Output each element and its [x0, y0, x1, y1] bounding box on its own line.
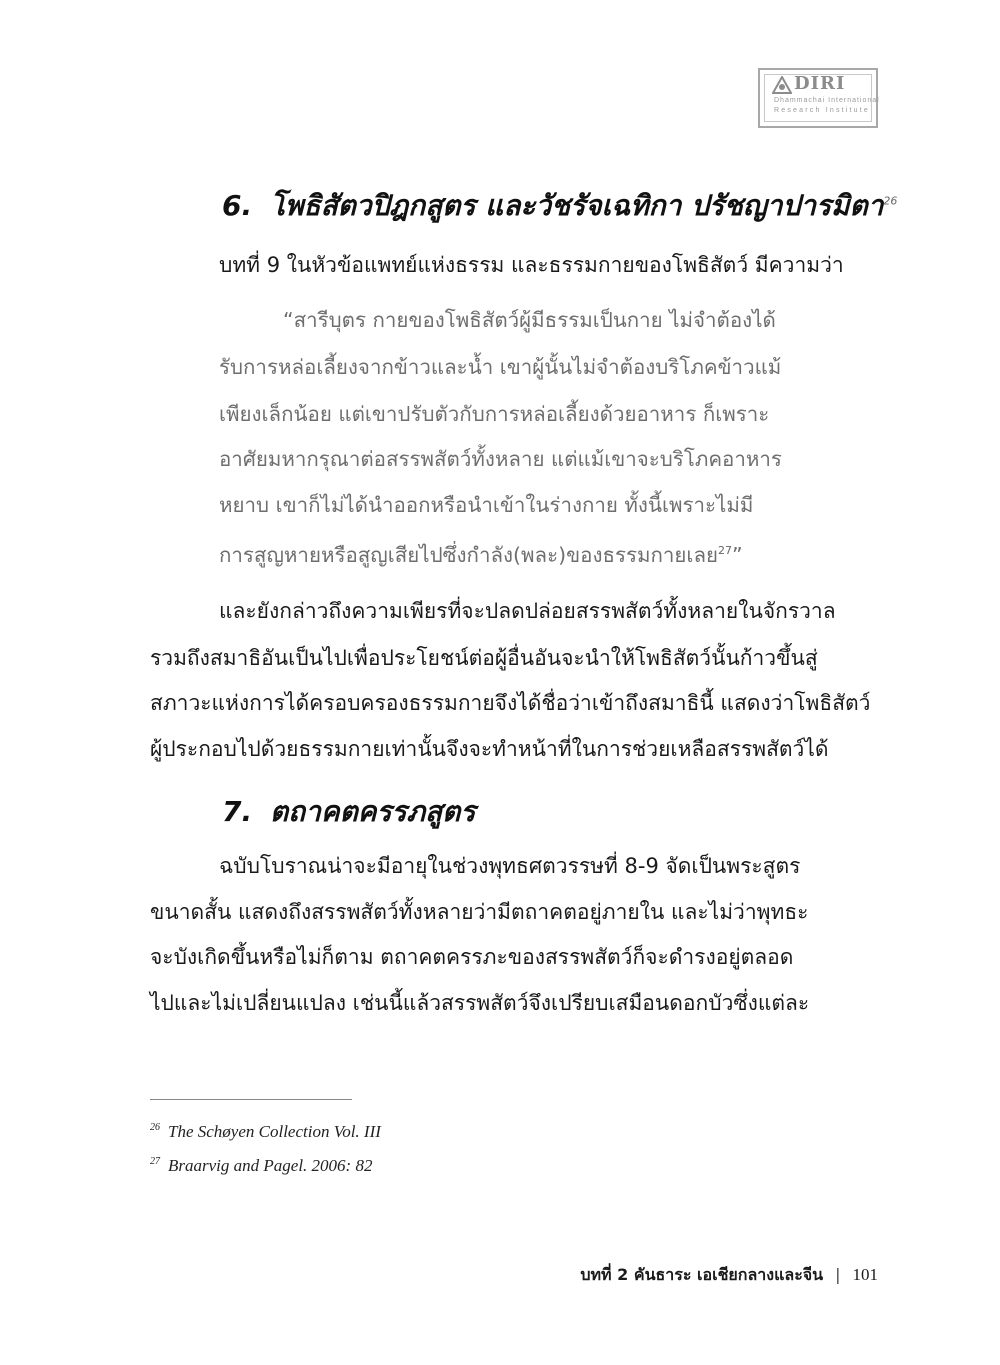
logo-word: DIRI — [794, 73, 846, 94]
logo-subtitle-line2: Research Institute — [774, 107, 871, 114]
section-7-heading — [222, 790, 475, 834]
quote-line: “สารีบุตร กายของโพธิสัตว์ผู้มีธรรมเป็นกาย ไม่จำต้องได้ — [283, 308, 776, 332]
running-footer — [580, 1263, 878, 1288]
footnote-ref-27[interactable]: 27 — [718, 544, 733, 557]
paragraph-line: ผู้ประกอบไปด้วยธรรมกายเท่านั้นจึงจะทำหน้าที่ในการช่วยเหลือสรรพสัตว์ได้ — [150, 737, 829, 761]
section-7-number: 7. — [222, 795, 253, 828]
quote-line: รับการหล่อเลี้ยงจากข้าวและน้ำ เขาผู้นั้นไม่จำต้องบริโภคข้าวแม้ — [219, 355, 782, 379]
diri-logo — [758, 68, 878, 128]
logo-subtitle-line1: Dhammachai International — [774, 97, 880, 104]
footnote-26 — [150, 1122, 381, 1142]
paragraph-line: รวมถึงสมาธิอันเป็นไปเพื่อประโยชน์ต่อผู้อื่นอันจะนำให้โพธิสัตว์นั้นก้าวขึ้นสู่ — [150, 646, 818, 670]
section-6-title: โพธิสัตวปิฎกสูตร และวัชรัจเฉทิกา ปรัชญาปารมิตา — [270, 189, 884, 222]
quote-line: หยาบ เขาก็ไม่ได้นำออกหรือนำเข้าในร่างกาย ทั้งนี้เพราะไม่มี — [219, 493, 754, 517]
closing-quote-mark: ” — [732, 542, 743, 567]
paragraph-line: ไปและไม่เปลี่ยนแปลง เช่นนี้แล้วสรรพสัตว์จึงเปรียบเสมือนดอกบัวซึ่งแต่ละ — [150, 991, 810, 1015]
paragraph-line: ขนาดสั้น แสดงถึงสรรพสัตว์ทั้งหลายว่ามีตถาคตอยู่ภายใน และไม่ว่าพุทธะ — [150, 900, 809, 924]
section-6-number: 6. — [222, 189, 253, 222]
paragraph-line: จะบังเกิดขึ้นหรือไม่ก็ตาม ตถาคตครรภะของสรรพสัตว์ก็จะดำรงอยู่ตลอด — [150, 945, 794, 969]
footnote-divider — [150, 1099, 352, 1100]
triangle-logo-icon — [772, 76, 792, 94]
section-6-intro: บทที่ 9 ในหัวข้อแพทย์แห่งธรรม และธรรมกายของโพธิสัตว์ มีความว่า — [219, 253, 844, 277]
page-number: 101 — [852, 1265, 878, 1284]
quote-line: การสูญหายหรือสูญเสียไปซึ่งกำลัง(พละ)ของธรรมกายเลย — [219, 542, 719, 567]
footnote-text: The Schøyen Collection Vol. III — [168, 1122, 381, 1141]
paragraph-line: สภาวะแห่งการได้ครอบครองธรรมกายจึงได้ชื่อว่าเข้าถึงสมาธินี้ แสดงว่าโพธิสัตว์ — [150, 691, 871, 715]
footer-chapter: บทที่ 2 คันธาระ เอเชียกลางและจีน — [580, 1265, 824, 1284]
quote-last-line — [219, 536, 743, 570]
section-7-title: ตถาคตครรภสูตร — [270, 795, 476, 828]
paragraph-line: ฉบับโบราณน่าจะมีอายุในช่วงพุทธศตวรรษที่ 8-9 จัดเป็นพระสูตร — [219, 854, 801, 878]
quote-line: เพียงเล็กน้อย แต่เขาปรับตัวกับการหล่อเลี้ยงด้วยอาหาร ก็เพราะ — [219, 402, 770, 426]
footnote-number: 27 — [150, 1156, 160, 1168]
footnote-number: 26 — [150, 1122, 160, 1134]
section-6-heading — [222, 184, 897, 228]
footnote-text: Braarvig and Pagel. 2006: 82 — [168, 1156, 373, 1175]
footnote-27 — [150, 1156, 372, 1176]
footnote-ref-26[interactable]: 26 — [883, 194, 898, 208]
footer-separator: | — [835, 1265, 841, 1284]
quote-line: อาศัยมหากรุณาต่อสรรพสัตว์ทั้งหลาย แต่แม้เขาจะบริโภคอาหาร — [219, 447, 782, 471]
paragraph-line: และยังกล่าวถึงความเพียรที่จะปลดปล่อยสรรพสัตว์ทั้งหลายในจักรวาล — [219, 599, 836, 623]
